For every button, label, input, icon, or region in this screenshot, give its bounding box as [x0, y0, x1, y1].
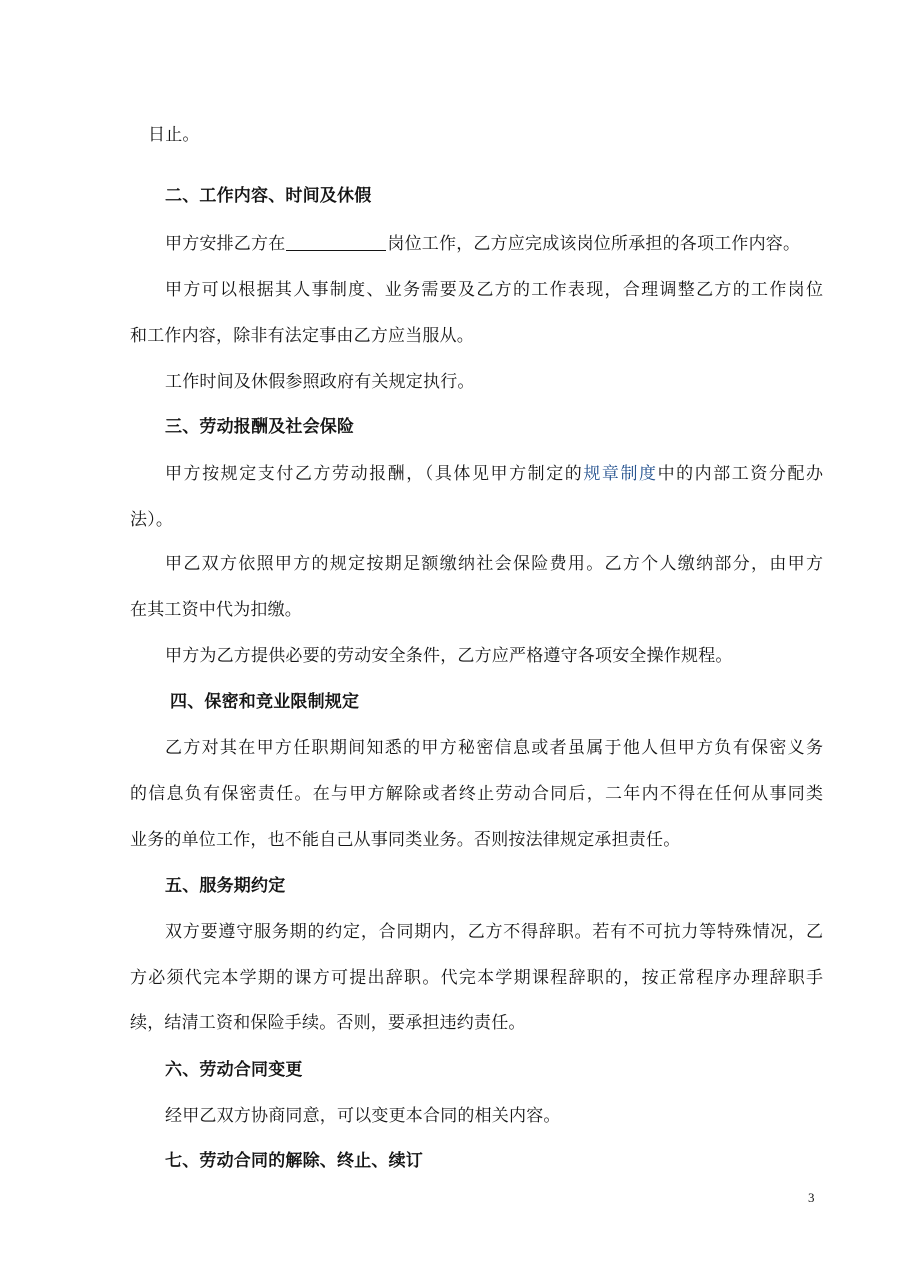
- text-line: 续，结清工资和保险手续。否则，要承担违约责任。: [130, 1013, 526, 1033]
- section-heading-7: 七、劳动合同的解除、终止、续订: [165, 1151, 423, 1171]
- text-line: 甲方为乙方提供必要的劳动安全条件，乙方应严格遵守各项安全操作规程。: [165, 646, 733, 666]
- page-number: 3: [808, 1190, 815, 1205]
- text-fragment: 甲方按规定支付乙方劳动报酬，（具体见甲方制定的: [165, 464, 584, 484]
- section-heading-4: 四、保密和竞业限制规定: [170, 692, 360, 712]
- text-line: 双方要遵守服务期的约定，合同期内，乙方不得辞职。若有不可抗力等特殊情况，乙: [165, 922, 823, 942]
- text-line: 的信息负有保密责任。在与甲方解除或者终止劳动合同后，二年内不得在任何从事同类: [130, 784, 823, 804]
- text-line: 和工作内容，除非有法定事由乙方应当服从。: [130, 326, 474, 346]
- text-line: 业务的单位工作，也不能自己从事同类业务。否则按法律规定承担责任。: [130, 830, 681, 850]
- section-heading-3: 三、劳动报酬及社会保险: [165, 417, 355, 437]
- regulations-link[interactable]: 规章制度: [583, 464, 658, 484]
- text-line: 甲方可以根据其人事制度、业务需要及乙方的工作表现，合理调整乙方的工作岗位: [165, 280, 823, 300]
- text-line-with-link: [165, 460, 823, 488]
- text-line: 工作时间及休假参照政府有关规定执行。: [165, 372, 475, 392]
- text-line: 法）。: [130, 510, 174, 530]
- text-line: 甲乙双方依照甲方的规定按期足额缴纳社会保险费用。乙方个人缴纳部分，由甲方: [165, 554, 823, 574]
- text-line: 在其工资中代为扣缴。: [130, 600, 302, 620]
- fill-in-blank: [286, 232, 386, 251]
- section-heading-2: 二、工作内容、时间及休假: [165, 186, 372, 206]
- section-heading-6: 六、劳动合同变更: [165, 1060, 303, 1080]
- text-fragment: 岗位工作，乙方应完成该岗位所承担的各项工作内容。: [387, 234, 801, 254]
- text-line: 乙方对其在甲方任职期间知悉的甲方秘密信息或者虽属于他人但甲方负有保密义务: [165, 738, 823, 758]
- text-fragment: 中的内部工资分配办: [657, 464, 824, 484]
- text-fragment: 甲方安排乙方在: [165, 234, 286, 254]
- section-heading-5: 五、服务期约定: [165, 876, 286, 896]
- text-line-with-blank: [165, 230, 855, 258]
- text-line: 日止。: [148, 125, 200, 145]
- text-line: 经甲乙双方协商同意，可以变更本合同的相关内容。: [165, 1106, 561, 1126]
- text-line: 方必须代完本学期的课方可提出辞职。代完本学期课程辞职的，按正常程序办理辞职手: [130, 968, 823, 988]
